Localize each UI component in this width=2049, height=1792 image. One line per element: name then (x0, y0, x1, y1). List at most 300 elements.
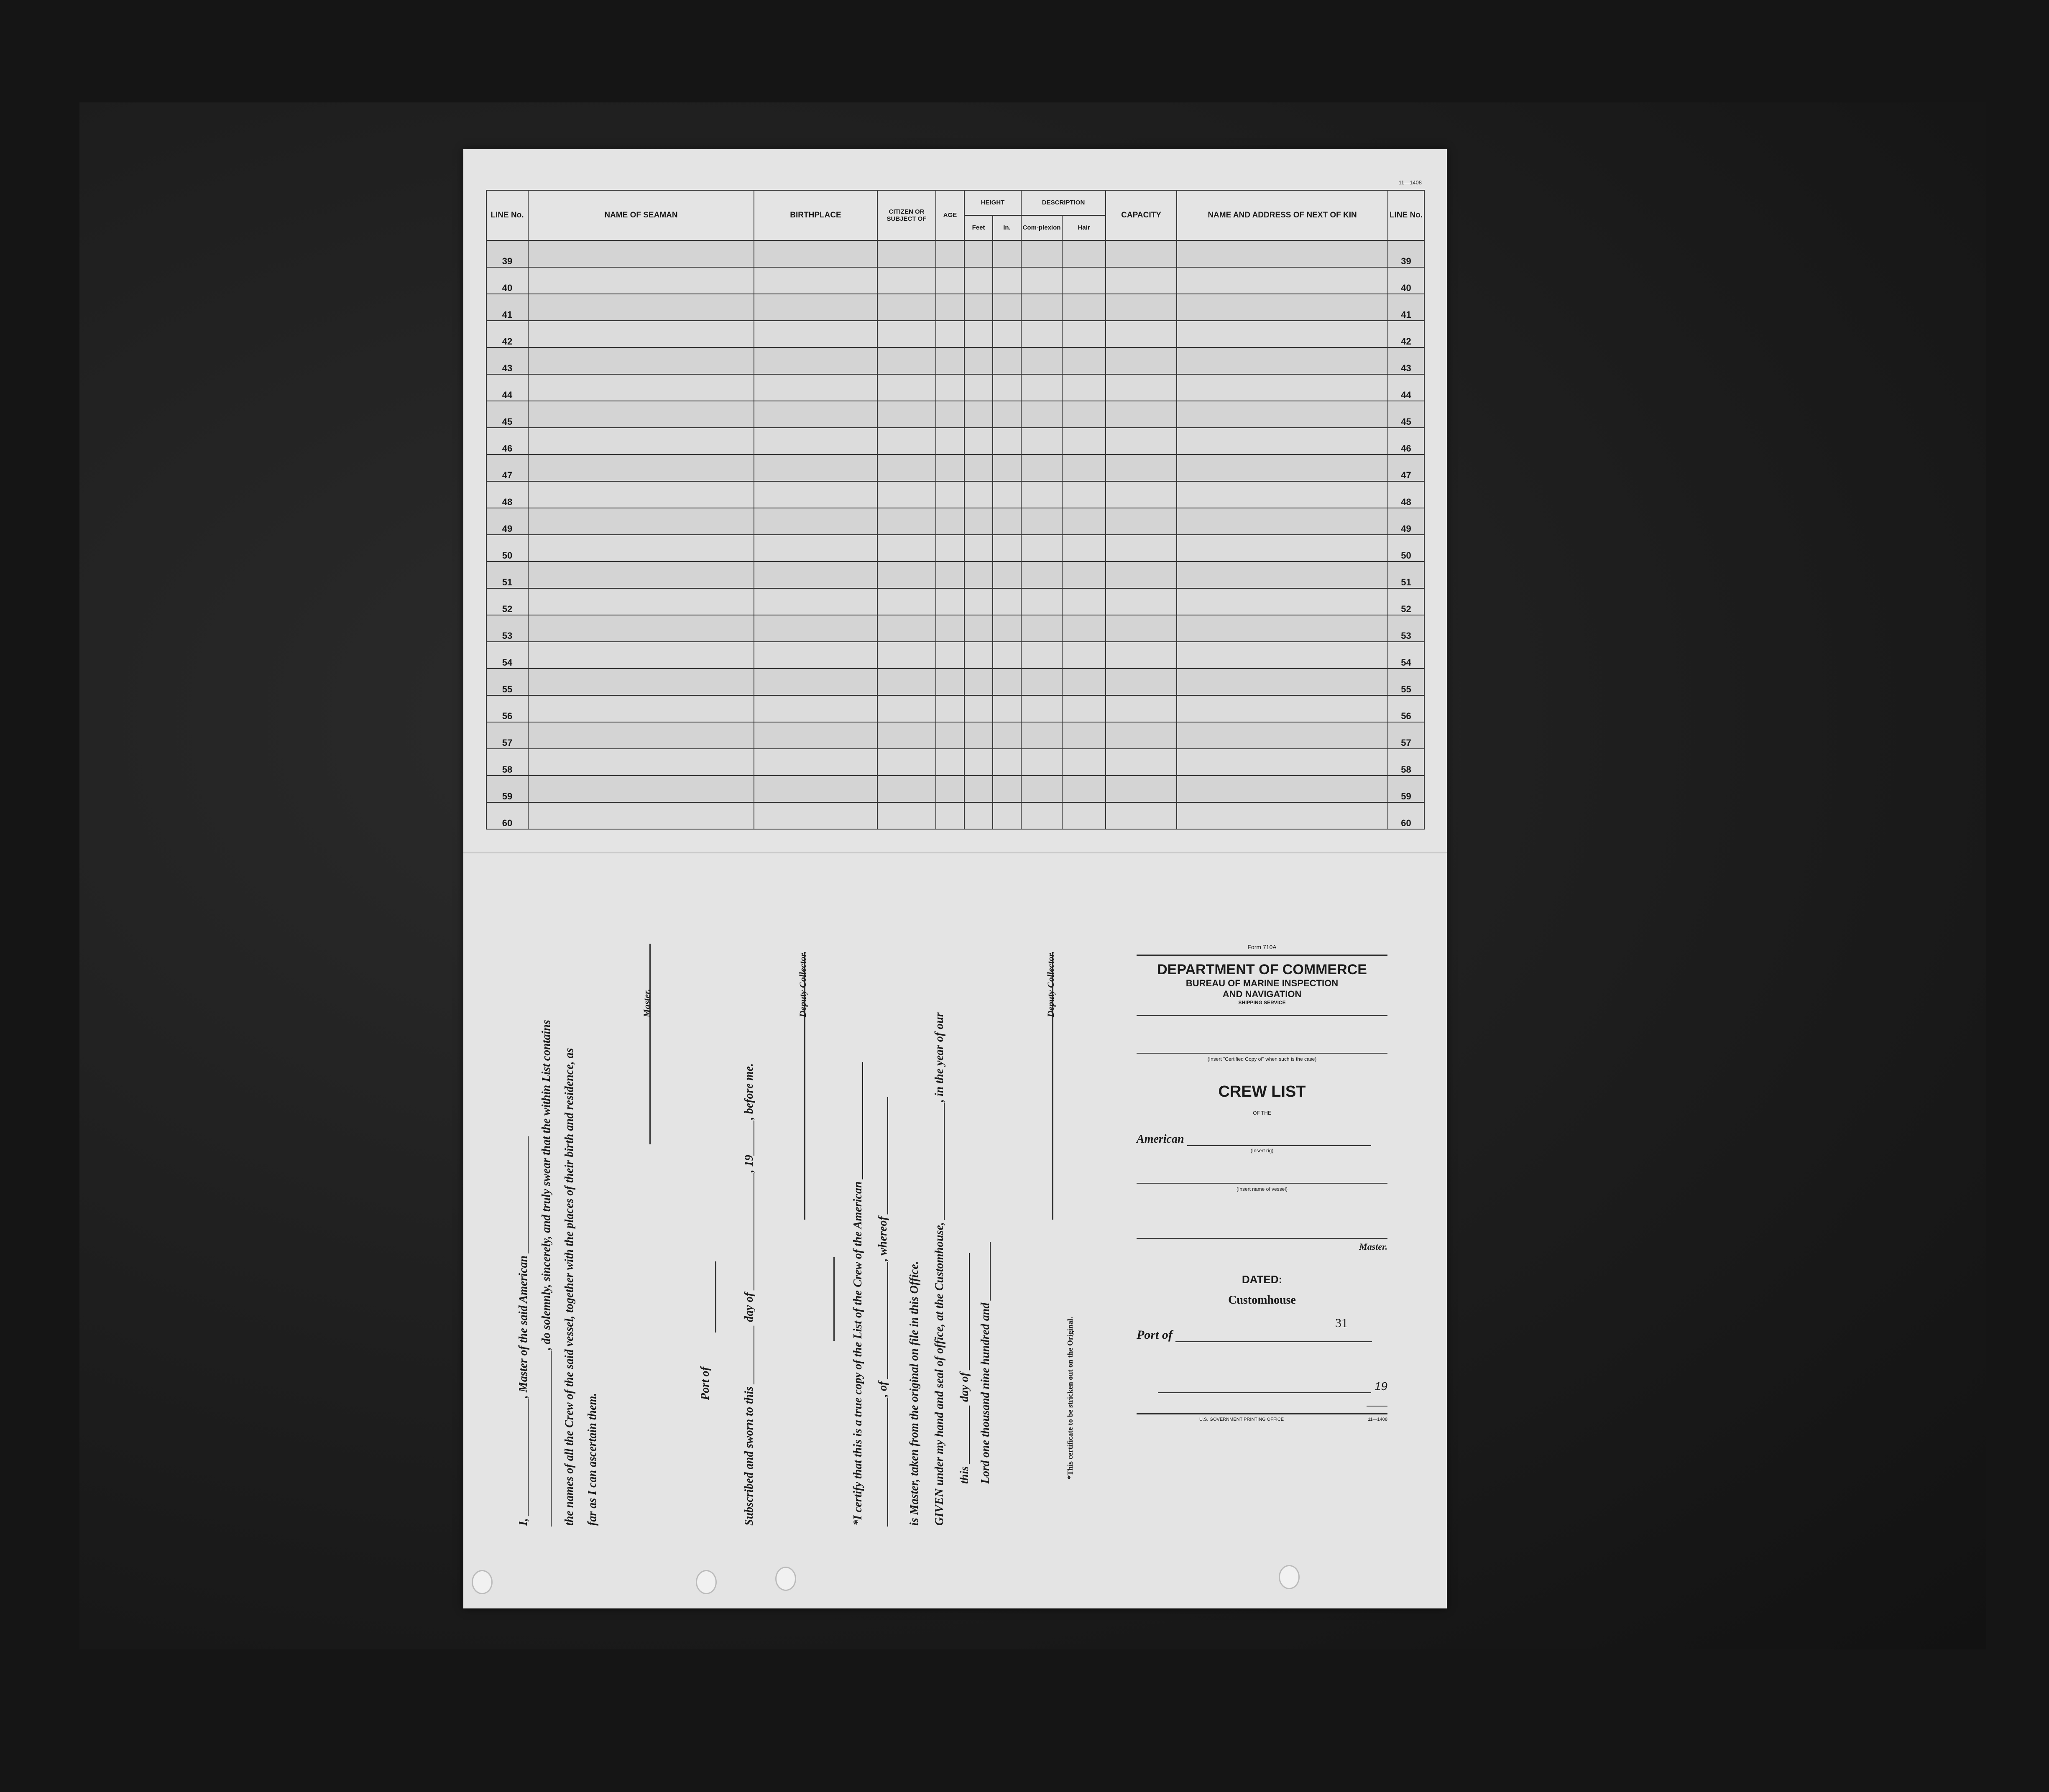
table-row (486, 481, 1424, 508)
table-cell (754, 588, 877, 615)
table-row (486, 374, 1424, 401)
table-cell (1021, 321, 1062, 347)
table-row (486, 508, 1424, 535)
line-number-right: 44 (1388, 374, 1424, 401)
table-cell (528, 321, 754, 347)
table-cell (528, 347, 754, 374)
table-row (486, 749, 1424, 776)
crew-table (486, 190, 1425, 830)
table-cell (1062, 615, 1106, 642)
table-cell (1177, 722, 1388, 749)
table-cell (1021, 481, 1062, 508)
table-cell (964, 240, 993, 267)
table-cell (1106, 588, 1177, 615)
line-number-right: 55 (1388, 669, 1424, 695)
table-cell (1021, 749, 1062, 776)
line-number: 56 (486, 695, 528, 722)
table-cell (993, 722, 1021, 749)
certificate-line-2: ______________________, of ____________________, whereof ____________________ (876, 1096, 889, 1526)
table-row (486, 588, 1424, 615)
table-cell (1106, 669, 1177, 695)
table-cell (964, 347, 993, 374)
header-next-of-kin: NAME AND ADDRESS OF NEXT OF KIN (1177, 190, 1388, 240)
table-cell (1106, 401, 1177, 428)
table-cell (936, 776, 964, 802)
table-cell (936, 508, 964, 535)
line-number-right: 56 (1388, 695, 1424, 722)
table-cell (877, 454, 936, 481)
table-row (486, 535, 1424, 562)
table-cell (1177, 267, 1388, 294)
table-cell (528, 535, 754, 562)
table-cell (1062, 776, 1106, 802)
table-cell (993, 240, 1021, 267)
table-cell (1106, 508, 1177, 535)
table-cell (877, 535, 936, 562)
table-cell (1062, 454, 1106, 481)
table-row (486, 321, 1424, 347)
table-cell (993, 294, 1021, 321)
insert-certified-note: (Insert "Certified Copy of" when such is the case) (1207, 1056, 1317, 1062)
of-the-label: OF THE (1253, 1110, 1271, 1116)
year-line (1367, 1406, 1387, 1407)
line-number-right: 58 (1388, 749, 1424, 776)
certificate-line-1: *I certify that this is a true copy of the List of the Crew of the American ____________________ (851, 1061, 864, 1526)
header-line-no: LINE No. (486, 190, 528, 240)
punch-hole (775, 1567, 796, 1591)
table-cell (964, 481, 993, 508)
table-cell (1062, 508, 1106, 535)
table-cell (936, 294, 964, 321)
table-cell (964, 588, 993, 615)
table-cell (754, 481, 877, 508)
table-cell (528, 374, 754, 401)
table-cell (1177, 454, 1388, 481)
table-cell (754, 508, 877, 535)
punch-hole (472, 1570, 493, 1594)
table-cell (1106, 267, 1177, 294)
department-title: DEPARTMENT OF COMMERCE (1157, 962, 1367, 978)
table-cell (993, 802, 1021, 829)
table-cell (1177, 294, 1388, 321)
table-cell (1062, 347, 1106, 374)
line-number: 55 (486, 669, 528, 695)
table-cell (1177, 428, 1388, 454)
line-number: 48 (486, 481, 528, 508)
table-cell (936, 454, 964, 481)
table-cell (877, 695, 936, 722)
table-cell (754, 240, 877, 267)
table-cell (1062, 240, 1106, 267)
table-cell (964, 776, 993, 802)
line-number-right: 57 (1388, 722, 1424, 749)
line-number-right: 51 (1388, 562, 1424, 588)
table-cell (1177, 481, 1388, 508)
table-cell (1062, 588, 1106, 615)
line-number: 60 (486, 802, 528, 829)
table-cell (1106, 722, 1177, 749)
bureau-line-1: BUREAU OF MARINE INSPECTION (1185, 978, 1339, 988)
table-cell (877, 401, 936, 428)
line-number-right: 53 (1388, 615, 1424, 642)
table-cell (964, 749, 993, 776)
header-citizen: CITIZEN OR SUBJECT OF (877, 190, 936, 240)
table-cell (528, 240, 754, 267)
line-number-right: 52 (1388, 588, 1424, 615)
table-cell (964, 374, 993, 401)
line-number: 57 (486, 722, 528, 749)
crew-list-title: CREW LIST (1218, 1083, 1306, 1100)
table-cell (877, 240, 936, 267)
deputy-collector-label-1: Deputy Collector. (797, 951, 808, 1017)
table-cell (877, 722, 936, 749)
table-cell (754, 294, 877, 321)
table-cell (1062, 669, 1106, 695)
table-cell (1177, 588, 1388, 615)
line-number: 43 (486, 347, 528, 374)
table-cell (877, 294, 936, 321)
cover-master-label: Master. (1359, 1241, 1387, 1252)
table-cell (528, 722, 754, 749)
table-cell (754, 695, 877, 722)
table-row (486, 294, 1424, 321)
master-name-line (1137, 1192, 1387, 1239)
table-cell (1177, 615, 1388, 642)
table-cell (528, 562, 754, 588)
table-cell (877, 802, 936, 829)
table-cell (877, 642, 936, 669)
table-cell (993, 267, 1021, 294)
line-number-right: 48 (1388, 481, 1424, 508)
table-cell (528, 615, 754, 642)
table-cell (528, 776, 754, 802)
table-cell (964, 508, 993, 535)
cover-form-code: 11—1408 (1368, 1417, 1387, 1422)
table-cell (1021, 802, 1062, 829)
insert-rig-note: (Insert rig) (1250, 1148, 1274, 1154)
punch-hole (696, 1570, 717, 1594)
table-cell (964, 669, 993, 695)
table-cell (1021, 428, 1062, 454)
table-cell (1177, 374, 1388, 401)
vessel-name-line (1137, 1154, 1387, 1184)
table-cell (993, 321, 1021, 347)
table-cell (754, 562, 877, 588)
table-cell (877, 481, 936, 508)
table-cell (1021, 535, 1062, 562)
table-cell (1021, 454, 1062, 481)
table-cell (936, 722, 964, 749)
line-number: 40 (486, 267, 528, 294)
bureau-line-2: AND NAVIGATION (1222, 989, 1302, 999)
header-line-no-right: LINE No. (1388, 190, 1424, 240)
table-row (486, 642, 1424, 669)
port-of-line (715, 1261, 716, 1333)
table-cell (964, 802, 993, 829)
line-number-right: 39 (1388, 240, 1424, 267)
shipping-service: SHIPPING SERVICE (1238, 1000, 1286, 1006)
table-cell (964, 535, 993, 562)
line-number-right: 49 (1388, 508, 1424, 535)
insert-vessel-note: (Insert name of vessel) (1236, 1186, 1288, 1192)
table-row (486, 428, 1424, 454)
handwritten-mark: 31 (1335, 1316, 1348, 1330)
table-cell (936, 562, 964, 588)
master-label: Master. (641, 989, 652, 1017)
certificate-footnote: *This certificate to be stricken out on the Original. (1066, 1317, 1074, 1479)
table-row (486, 347, 1424, 374)
table-cell (877, 615, 936, 642)
header-description: DESCRIPTION (1021, 190, 1106, 215)
form-no: Form 710A (1247, 944, 1277, 950)
table-cell (1106, 321, 1177, 347)
table-cell (993, 669, 1021, 695)
oath-line-4: far as I can ascertain them. (586, 1393, 599, 1526)
line-number-right: 59 (1388, 776, 1424, 802)
table-cell (1021, 508, 1062, 535)
table-cell (877, 321, 936, 347)
table-cell (1177, 347, 1388, 374)
table-cell (1062, 749, 1106, 776)
table-cell (754, 454, 877, 481)
table-cell (528, 481, 754, 508)
table-cell (1062, 401, 1106, 428)
table-cell (964, 401, 993, 428)
table-cell (964, 294, 993, 321)
table-cell (993, 642, 1021, 669)
line-number: 53 (486, 615, 528, 642)
header-complexion: Com-plexion (1021, 215, 1062, 240)
line-number-right: 42 (1388, 321, 1424, 347)
table-cell (1062, 722, 1106, 749)
table-row (486, 615, 1424, 642)
table-cell (1021, 695, 1062, 722)
table-cell (1177, 776, 1388, 802)
table-cell (936, 642, 964, 669)
table-cell (754, 776, 877, 802)
table-cell (1062, 321, 1106, 347)
table-cell (754, 347, 877, 374)
table-cell (877, 776, 936, 802)
table-cell (964, 615, 993, 642)
subscribed-line: Subscribed and sworn to this __________ day of ____________________, 19______, before me. (743, 1063, 756, 1526)
line-number-right: 46 (1388, 428, 1424, 454)
line-number-right: 54 (1388, 642, 1424, 669)
table-cell (936, 267, 964, 294)
table-cell (877, 267, 936, 294)
table-cell (1177, 695, 1388, 722)
table-cell (754, 615, 877, 642)
port-of-label: Port of (699, 1366, 712, 1400)
table-cell (754, 749, 877, 776)
table-cell (1062, 267, 1106, 294)
seal-line (833, 1257, 835, 1341)
printer-note: U.S. GOVERNMENT PRINTING OFFICE (1199, 1417, 1284, 1422)
line-number-right: 60 (1388, 802, 1424, 829)
table-cell (1021, 776, 1062, 802)
table-cell (993, 776, 1021, 802)
table-cell (528, 588, 754, 615)
cover-panel (1137, 944, 1387, 1571)
table-cell (1177, 321, 1388, 347)
table-cell (936, 588, 964, 615)
line-number: 54 (486, 642, 528, 669)
line-number-right: 43 (1388, 347, 1424, 374)
table-cell (754, 401, 877, 428)
table-cell (1021, 615, 1062, 642)
line-number: 59 (486, 776, 528, 802)
table-cell (877, 508, 936, 535)
line-number: 51 (486, 562, 528, 588)
table-cell (1177, 508, 1388, 535)
table-cell (993, 454, 1021, 481)
table-cell (528, 749, 754, 776)
table-cell (1106, 776, 1177, 802)
american-label: American (1137, 1133, 1184, 1146)
line-number-right: 40 (1388, 267, 1424, 294)
table-cell (528, 294, 754, 321)
table-cell (1106, 454, 1177, 481)
table-cell (964, 454, 993, 481)
line-number-right: 50 (1388, 535, 1424, 562)
table-cell (936, 347, 964, 374)
table-cell (877, 562, 936, 588)
table-cell (1177, 401, 1388, 428)
table-cell (1021, 294, 1062, 321)
table-row (486, 669, 1424, 695)
table-cell (877, 374, 936, 401)
table-cell (936, 374, 964, 401)
line-number: 39 (486, 240, 528, 267)
table-cell (964, 562, 993, 588)
table-row (486, 401, 1424, 428)
table-cell (877, 588, 936, 615)
certificate-line-3: is Master, taken from the original on file in this Office. (908, 1261, 921, 1526)
table-cell (1021, 401, 1062, 428)
certificate-line-5: this __________ day of ____________________ (958, 1252, 971, 1484)
table-cell (993, 615, 1021, 642)
cover-top-rule (1137, 955, 1387, 956)
crew-list-document (463, 149, 1447, 1608)
line-number: 41 (486, 294, 528, 321)
header-name-of-seaman: NAME OF SEAMAN (528, 190, 754, 240)
table-cell (1021, 562, 1062, 588)
table-cell (993, 695, 1021, 722)
oath-line-2: ______________________________, do solemnly, sincerely, and truly swear that the within List contains (540, 1020, 553, 1526)
table-cell (964, 321, 993, 347)
table-row (486, 802, 1424, 829)
table-cell (936, 321, 964, 347)
table-cell (1106, 802, 1177, 829)
table-row (486, 267, 1424, 294)
table-cell (754, 321, 877, 347)
header-feet: Feet (964, 215, 993, 240)
table-cell (1021, 588, 1062, 615)
dated-label: DATED: (1242, 1273, 1283, 1286)
table-cell (1177, 240, 1388, 267)
table-cell (936, 481, 964, 508)
table-cell (993, 749, 1021, 776)
line-number: 44 (486, 374, 528, 401)
table-cell (1021, 374, 1062, 401)
table-cell (1106, 240, 1177, 267)
table-cell (1106, 615, 1177, 642)
table-cell (877, 669, 936, 695)
table-row (486, 722, 1424, 749)
date-line (1158, 1392, 1371, 1393)
table-cell (1062, 535, 1106, 562)
table-cell (936, 802, 964, 829)
table-cell (993, 481, 1021, 508)
table-cell (1106, 535, 1177, 562)
cover-port-of-label: Port of (1137, 1328, 1173, 1342)
table-cell (993, 508, 1021, 535)
table-cell (964, 428, 993, 454)
table-cell (754, 642, 877, 669)
table-cell (993, 347, 1021, 374)
oath-line-3: the names of all the Crew of the said vessel, together with the places of their birth and residence, as (563, 1048, 576, 1526)
table-cell (528, 267, 754, 294)
oath-section (463, 868, 1091, 1604)
line-number: 58 (486, 749, 528, 776)
table-cell (1106, 374, 1177, 401)
table-cell (936, 240, 964, 267)
table-cell (1106, 294, 1177, 321)
table-cell (754, 374, 877, 401)
table-cell (936, 401, 964, 428)
table-cell (1021, 642, 1062, 669)
header-height: HEIGHT (964, 190, 1021, 215)
table-cell (877, 428, 936, 454)
table-cell (964, 695, 993, 722)
certificate-line-6: Lord one thousand nine hundred and __________ (979, 1241, 992, 1484)
master-signature-line (649, 944, 651, 1144)
table-row (486, 240, 1424, 267)
table-cell (1177, 802, 1388, 829)
table-cell (1062, 695, 1106, 722)
table-cell (1106, 428, 1177, 454)
table-cell (1021, 347, 1062, 374)
line-number: 45 (486, 401, 528, 428)
line-number-right: 41 (1388, 294, 1424, 321)
table-cell (528, 642, 754, 669)
table-cell (1062, 642, 1106, 669)
table-cell (877, 347, 936, 374)
table-cell (1177, 562, 1388, 588)
table-cell (528, 428, 754, 454)
table-cell (528, 401, 754, 428)
table-cell (1177, 669, 1388, 695)
table-cell (1062, 294, 1106, 321)
table-cell (1106, 481, 1177, 508)
table-cell (964, 267, 993, 294)
table-cell (1177, 535, 1388, 562)
header-hair: Hair (1062, 215, 1106, 240)
crew-rows (486, 240, 1424, 829)
table-cell (993, 374, 1021, 401)
table-cell (1021, 669, 1062, 695)
line-number-right: 45 (1388, 401, 1424, 428)
table-cell (1106, 749, 1177, 776)
year-label: 19 (1374, 1380, 1387, 1393)
header-age: AGE (936, 190, 964, 240)
certificate-line-4: GIVEN under my hand and seal of office, at the Customhouse, ____________________, in the year of our (933, 1012, 946, 1526)
table-cell (1021, 722, 1062, 749)
line-number: 49 (486, 508, 528, 535)
table-row (486, 695, 1424, 722)
header-birthplace: BIRTHPLACE (754, 190, 877, 240)
table-row (486, 562, 1424, 588)
